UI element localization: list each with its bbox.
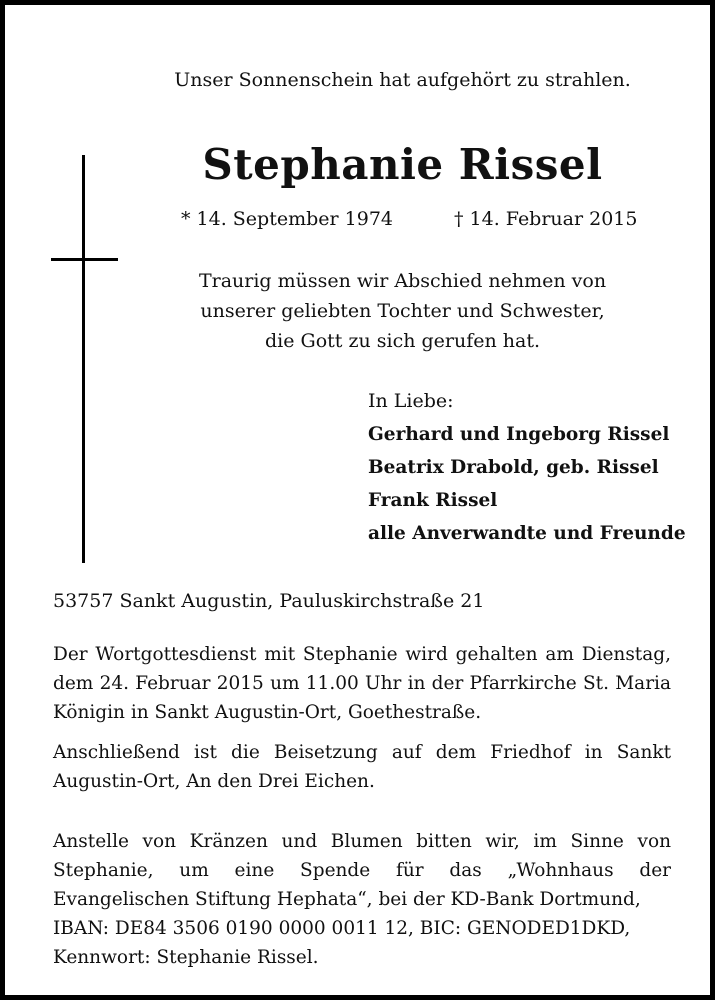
signers-intro: In Liebe: — [368, 390, 454, 412]
deceased-name: Stephanie Rissel — [202, 140, 603, 189]
donation-paragraph — [53, 827, 671, 972]
service-paragraph: Der Wortgottesdienst mit Stephanie wird gehalten am Dienstag, dem 24. Februar 2015 um 11.00 Uhr in der Pfarrkirche St. Maria Königin in Sankt Augustin-Ort, Goethestraße. — [53, 644, 671, 723]
death-date: † 14. Februar 2015 — [454, 208, 638, 230]
signers-block — [368, 386, 686, 550]
bank-details: IBAN: DE84 3506 0190 0000 0011 12, BIC: GENODED1DKD, — [53, 918, 631, 939]
signer: Frank Rissel — [368, 490, 498, 511]
signer: Beatrix Drabold, geb. Rissel — [368, 457, 659, 478]
signer: Gerhard und Ingeborg Rissel — [368, 424, 670, 445]
donation-reference: Kennwort: Stephanie Rissel. — [53, 947, 319, 968]
family-address: 53757 Sankt Augustin, Pauluskirchstraße 21 — [53, 590, 485, 612]
signer: alle Anverwandte und Freunde — [368, 523, 686, 544]
mourning-line: unserer geliebten Tochter und Schwester, — [200, 300, 605, 322]
motto: Unser Sonnenschein hat aufgehört zu strahlen. — [174, 69, 631, 91]
cross-icon-crossbar — [51, 258, 118, 261]
mourning-line: Traurig müssen wir Abschied nehmen von — [198, 270, 607, 292]
donation-text: Anstelle von Kränzen und Blumen bitten wir, im Sinne von Stephanie, um eine Spende für das „Wohnhaus der Evangelischen Stiftung Hephata“, bei der KD-Bank Dortmund, — [53, 831, 671, 910]
burial-paragraph: Anschließend ist die Beisetzung auf dem Friedhof in Sankt Augustin-Ort, An den Drei Eichen. — [53, 742, 671, 792]
cross-icon — [82, 155, 85, 563]
mourning-line: die Gott zu sich gerufen hat. — [265, 330, 540, 352]
birth-date: * 14. September 1974 — [181, 208, 393, 230]
mourning-text — [5, 266, 710, 356]
